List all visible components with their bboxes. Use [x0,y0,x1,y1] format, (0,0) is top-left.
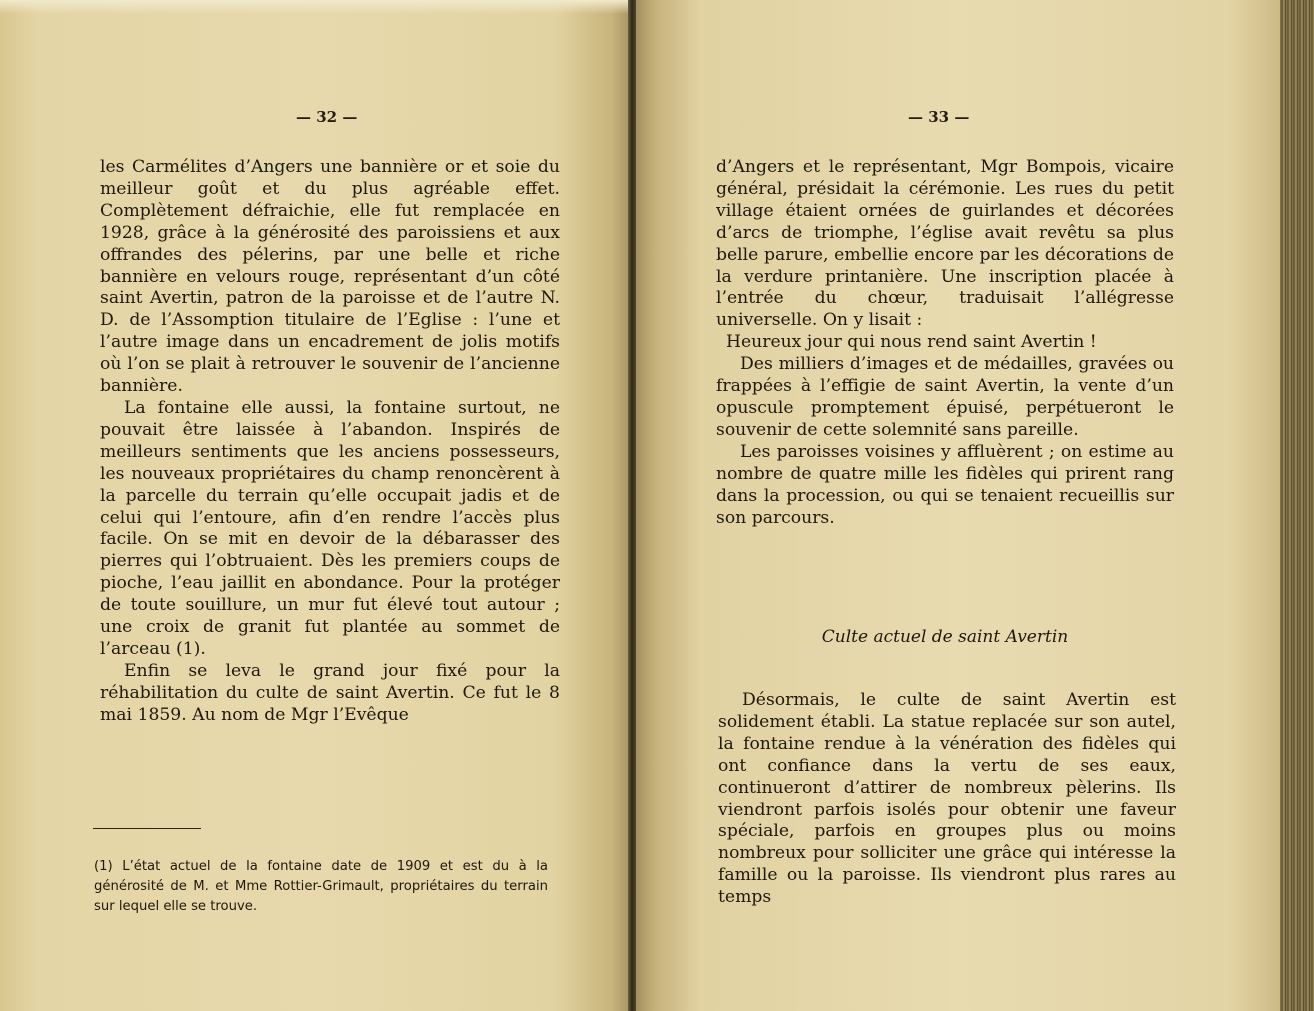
section-heading: Culte actuel de saint Avertin [821,627,1069,647]
paragraph: d’Angers et le représentant, Mgr Bompois, vicaire général, présidait la cérémonie. Les rues du petit village étaient ornées de guirlandes et décorées d’arcs de triomphe, l’église avait revêtu sa plus belle parure, embellie encore par les décorations de la verdure printanière. Une inscription placée à l’entrée du chœur, traduisait l’allégresse universelle. On y lisait : [716,157,1174,331]
paragraph: les Carmélites d’Angers une bannière or et soie du meilleur goût et du plus agréable effet. Complètement défraichie, elle fut remplacée en 1928, grâce à la générosité des paroissiens et aux offrandes des pélerins, par une belle et riche bannière en velours rouge, représentant d’un côté saint Avertin, patron de la paroisse et de l’autre N. D. de l’Assomption titulaire de l’Eglise : l’une et l’autre image dans un encadrement de jolis motifs où l’on se plait à retrouver le souvenir de l’ancienne bannière. [100,157,560,397]
paragraph: Des milliers d’images et de médailles, gravées ou frappées à l’effigie de saint Avertin, la vente d’un opuscule promptement épuisé, perpétueront le souvenir de cette solemnité sans pareille. [716,354,1174,440]
paragraph: Les paroisses voisines y affluèrent ; on estime au nombre de quatre mille les fidèles qui prirent rang dans la procession, ou qui se tenaient recueillis sur son parcours. [716,441,1174,528]
page-number-right: — 33 — [908,108,970,126]
footnote-rule [93,828,201,829]
section-body [718,690,1176,909]
left-page [0,0,630,1011]
footnote-text: (1) L’état actuel de la fontaine date de 1909 et est du à la générosité de M. et Mme Rottier-Grimault, propriétaires du terrain sur lequel elle se trouve. [94,859,548,914]
paragraph: La fontaine elle aussi, la fontaine surtout, ne pouvait être laissée à l’abandon. Inspirés de meilleurs sentiments que les anciens possesseurs, les nouveaux propriétaires du champ renoncèrent à la parcelle du terrain qu’elle occupait jadis et de celui qui l’entoure, afin d’en rendre l’accès plus facile. On se mit en devoir de la débarasser des pierres qui l’obtruaient. Dès les premiers coups de pioche, l’eau jaillit en abondance. Pour la protéger de toute souillure, un mur fut élevé tout autour ; une croix de granit fut plantée au sommet de l’arceau (1). [100,397,560,659]
inscription-quote: Heureux jour qui nous rend saint Avertin ! [726,332,1097,353]
footnote [94,857,548,917]
page-wear [0,0,630,14]
page-number-left: — 32 — [296,108,358,126]
paragraph: Désormais, le culte de saint Avertin est solidement établi. La statue replacée sur son autel, la fontaine rendue à la vénération des fidèles qui ont confiance dans la vertu de ses eaux, continueront d’attirer de nombreux pèlerins. Ils viendront parfois isolés pour obtenir une faveur spéciale, parfois en groupes plus ou moins nombreux pour solliciter une grâce qui intéresse la famille ou la paroisse. Ils viendront plus rares au temps [718,690,1176,908]
left-page-body [100,157,560,727]
right-page-body [716,157,1174,529]
paragraph: Enfin se leva le grand jour fixé pour la réhabilitation du culte de saint Avertin. Ce fut le 8 mai 1859. Au nom de Mgr l’Evêque [100,660,560,725]
page-edges [1280,0,1314,1011]
